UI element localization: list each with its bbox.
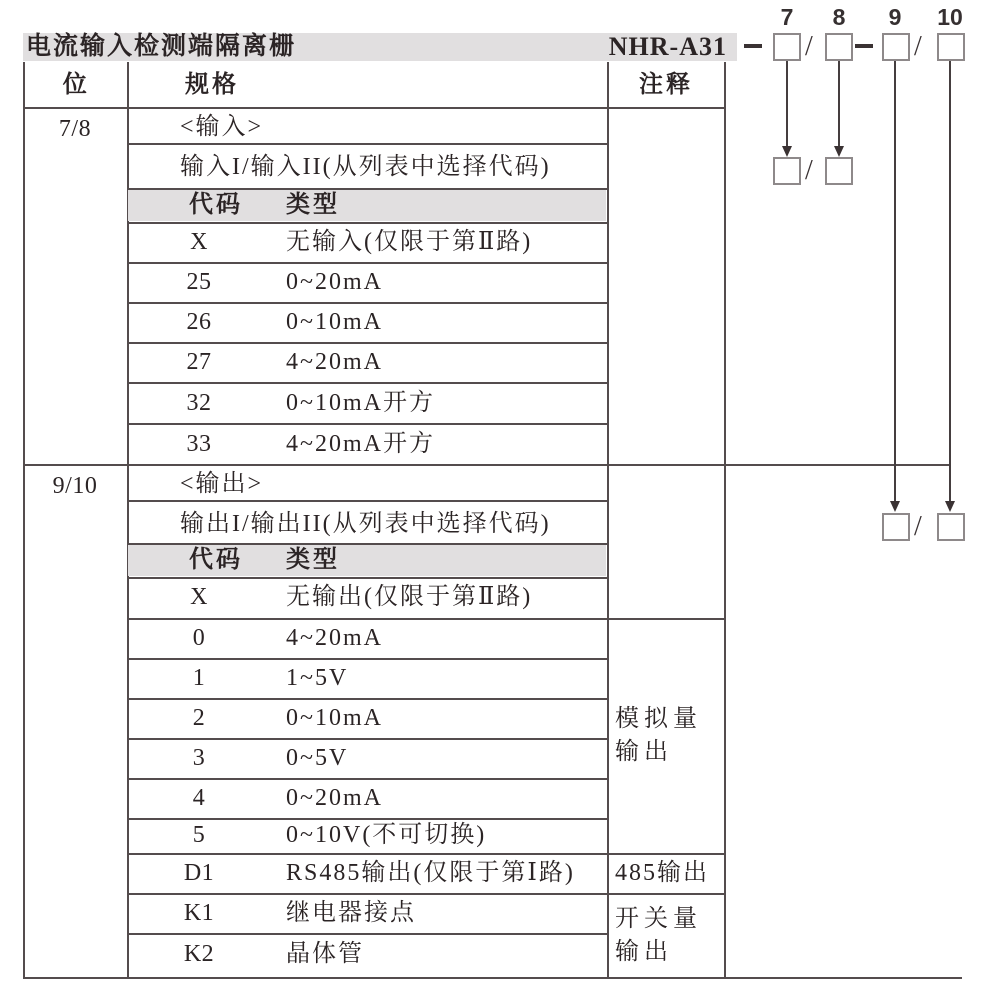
row-divider [127, 302, 607, 304]
header-row-divider [23, 107, 725, 109]
input-code: 27 [186, 349, 212, 375]
note-line: 输出 [615, 738, 673, 765]
slash-separator: / [805, 31, 813, 62]
input-group-label: <输入> [180, 114, 264, 140]
input-type: 0~10mA开方 [286, 390, 435, 416]
row-divider [127, 778, 607, 780]
input-value-box-7 [773, 157, 801, 185]
position-9-10: 9/10 [52, 473, 98, 499]
output-code: 3 [192, 745, 206, 771]
row-divider [127, 262, 607, 264]
note-line: 输出 [615, 938, 673, 965]
slash-separator: / [914, 31, 922, 62]
header-position: 位 [62, 72, 88, 98]
code-box-9 [882, 33, 910, 61]
note-switch-output [615, 893, 725, 978]
output-type: 4~20mA [286, 625, 383, 651]
output-code: X [190, 584, 208, 610]
model-number: NHR-A31 [608, 32, 727, 61]
output-code: 4 [192, 785, 206, 811]
output-code: 2 [192, 705, 206, 731]
input-type: 0~10mA [286, 309, 383, 335]
code-box-7 [773, 33, 801, 61]
digit-label-8: 8 [832, 4, 846, 30]
note-line: 模拟量 [615, 705, 702, 732]
row-divider [127, 342, 607, 344]
note-analog-output [615, 618, 725, 853]
output-code: D1 [183, 860, 215, 886]
title-band [23, 33, 737, 61]
output-type: 0~10mA [286, 705, 383, 731]
input-code: 33 [186, 431, 212, 457]
input-type-col-header: 类型 [286, 192, 340, 218]
slash-separator: / [914, 511, 922, 542]
header-spec: 规格 [185, 72, 239, 98]
table-border-left [23, 62, 25, 978]
input-code-col-header: 代码 [189, 192, 243, 218]
output-code: 5 [192, 822, 206, 848]
output-type: 0~5V [286, 745, 349, 771]
code-box-10 [937, 33, 965, 61]
arrow-down-icon [782, 146, 792, 157]
input-code: 32 [186, 390, 212, 416]
page-title: 电流输入检测端隔离栅 [26, 33, 297, 60]
digit-label-10: 10 [937, 4, 963, 30]
input-code: 25 [186, 269, 212, 295]
row-divider [127, 423, 607, 425]
output-code-col-header: 代码 [189, 547, 243, 573]
row-divider [127, 577, 607, 579]
arrow-down-icon [834, 146, 844, 157]
output-type: 0~10V(不可切换) [286, 822, 487, 848]
col-divider-spec-note [607, 62, 609, 978]
dash-icon [744, 44, 762, 48]
input-type: 无输入(仅限于第Ⅱ路) [286, 229, 533, 255]
output-code: 1 [192, 665, 206, 691]
digit-label-7: 7 [780, 4, 794, 30]
input-value-box-8 [825, 157, 853, 185]
input-type: 4~20mA [286, 349, 383, 375]
leader-line-7 [786, 61, 788, 146]
section-divider-with-leader [23, 464, 951, 466]
ordering-table [23, 62, 725, 979]
table-bottom-rule [23, 977, 962, 979]
leader-line-10 [949, 61, 951, 501]
leader-line-8 [838, 61, 840, 146]
note-rs485-output [615, 853, 725, 893]
dash-icon [855, 44, 873, 48]
output-type: 晶体管 [286, 941, 364, 967]
input-type: 0~20mA [286, 269, 383, 295]
output-type: 继电器接点 [286, 900, 416, 926]
row-divider [127, 382, 607, 384]
input-type: 4~20mA开方 [286, 431, 435, 457]
output-value-box-10 [937, 513, 965, 541]
output-type-col-header: 类型 [286, 547, 340, 573]
row-divider [127, 933, 607, 935]
position-7-8: 7/8 [58, 116, 92, 142]
output-code: 0 [192, 625, 206, 651]
input-select-hint: 输入I/输入II(从列表中选择代码) [180, 154, 551, 180]
output-type: 1~5V [286, 665, 349, 691]
input-code: 26 [186, 309, 212, 335]
row-divider [127, 658, 607, 660]
note-line: 开关量 [615, 905, 702, 932]
output-code: K2 [183, 941, 215, 967]
row-divider [127, 222, 607, 224]
leader-line-9 [894, 61, 896, 501]
output-type: RS485输出(仅限于第Ⅰ路) [286, 860, 575, 886]
output-value-box-9 [882, 513, 910, 541]
input-code: X [190, 229, 208, 255]
code-box-8 [825, 33, 853, 61]
slash-separator: / [805, 155, 813, 186]
note-line: 485输出 [615, 859, 709, 886]
output-code: K1 [183, 900, 215, 926]
output-type: 0~20mA [286, 785, 383, 811]
arrow-down-icon [890, 501, 900, 512]
digit-label-9: 9 [888, 4, 902, 30]
arrow-down-icon [945, 501, 955, 512]
header-note: 注释 [639, 72, 693, 98]
output-group-label: <输出> [180, 471, 264, 497]
row-divider [127, 738, 607, 740]
output-select-hint: 输出I/输出II(从列表中选择代码) [180, 511, 551, 537]
row-divider [127, 698, 607, 700]
output-type: 无输出(仅限于第Ⅱ路) [286, 584, 533, 610]
